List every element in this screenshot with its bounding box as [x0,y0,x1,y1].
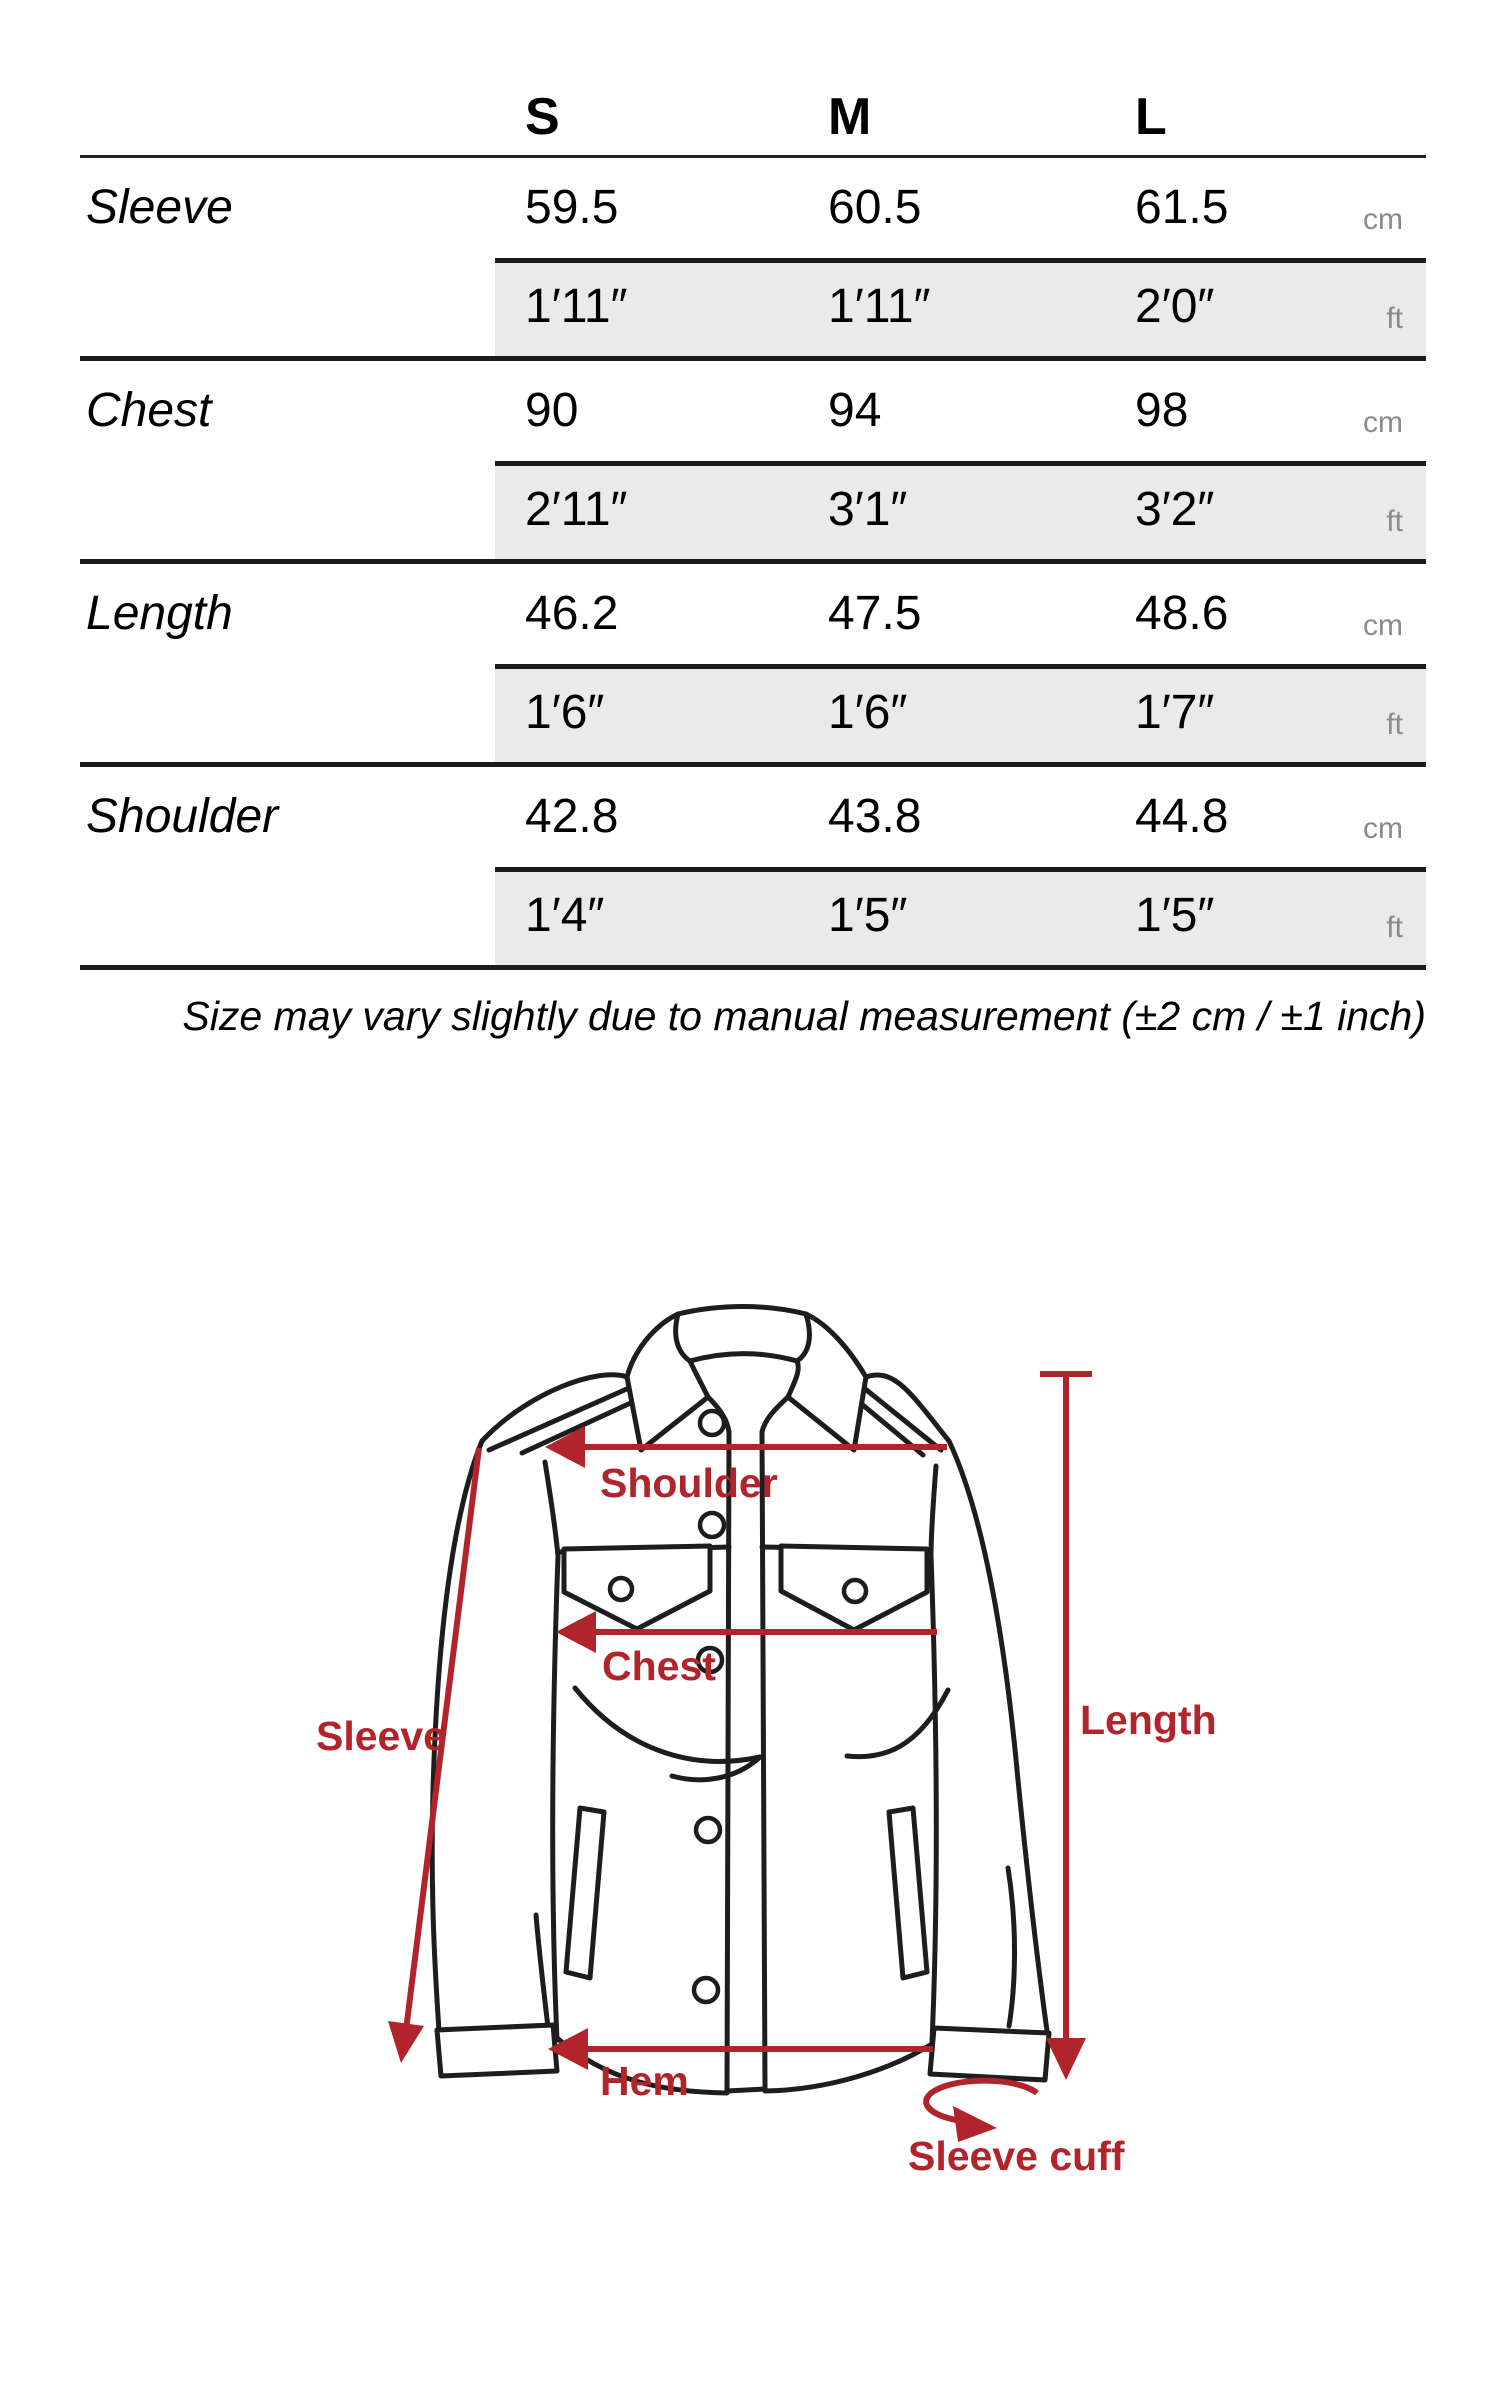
cell-value: 43.8 [828,790,922,843]
table-row [80,564,1426,664]
length-measure-label: Length [1080,1697,1217,1743]
cell-value: 3′1″ [828,483,908,536]
cell-value: 1′5″ [828,889,908,942]
cell-value: 1′11″ [828,280,931,333]
measurement-disclaimer: Size may vary slightly due to manual measurement (±2 cm / ±1 inch) [182,993,1426,1039]
table-row [80,361,1426,461]
cell-value: 1′6″ [828,686,908,739]
cell-value: 1′11″ [525,280,628,333]
sleeve-measure-label: Sleeve [316,1713,446,1759]
cell-value: 94 [828,384,882,437]
shoulder-measure-label: Shoulder [600,1460,778,1506]
table-group-sleeve [80,158,1426,361]
cell-value: 61.5 [1135,181,1229,234]
cell-value: 98 [1135,384,1189,437]
row-label: Chest [86,384,212,437]
cell-value: 2′0″ [1135,280,1215,333]
cell-value: 1′6″ [525,686,605,739]
placket-button [700,1411,724,1435]
row-shading [495,461,1426,559]
unit-label-cm: cm [1363,203,1403,236]
row-shading [495,867,1426,965]
unit-label-ft: ft [1386,302,1403,335]
size-column-s: S [525,88,560,146]
table-group-length [80,564,1426,767]
row-label: Shoulder [86,790,279,843]
unit-label-cm: cm [1363,812,1403,845]
row-label: Length [86,587,233,640]
size-table [80,0,1426,1041]
cell-value: 90 [525,384,579,437]
table-row [80,258,1426,356]
chest-measure-label: Chest [602,1643,716,1689]
size-column-l: L [1135,88,1167,146]
cell-value: 1′5″ [1135,889,1215,942]
cell-value: 44.8 [1135,790,1229,843]
size-column-m: M [828,88,872,146]
table-row [80,767,1426,867]
cell-value: 1′4″ [525,889,605,942]
table-row [80,664,1426,762]
row-shading [495,258,1426,356]
unit-label-ft: ft [1386,911,1403,944]
unit-label-cm: cm [1363,406,1403,439]
pocket-button [844,1580,866,1602]
jacket-outline-drawing [432,1307,1049,2094]
placket-button [696,1818,720,1842]
cell-value: 60.5 [828,181,922,234]
table-row [80,867,1426,965]
row-label: Sleeve [86,181,233,234]
hem-measure-label: Hem [600,2058,689,2104]
unit-label-ft: ft [1386,708,1403,741]
table-group-shoulder [80,767,1426,970]
sleeve-cuff-measure-label: Sleeve cuff [908,2133,1125,2179]
cell-value: 3′2″ [1135,483,1215,536]
table-group-chest [80,361,1426,564]
cell-value: 47.5 [828,587,922,640]
cell-value: 42.8 [525,790,619,843]
cell-value: 2′11″ [525,483,628,536]
placket-button [694,1978,718,2002]
unit-label-cm: cm [1363,609,1403,642]
cell-value: 1′7″ [1135,686,1215,739]
size-table-header [80,0,1426,158]
jacket-measurement-diagram [0,1250,1500,2400]
unit-label-ft: ft [1386,505,1403,538]
table-row [80,158,1426,258]
cell-value: 59.5 [525,181,619,234]
table-row [80,461,1426,559]
pocket-button [610,1578,632,1600]
cell-value: 48.6 [1135,587,1229,640]
cell-value: 46.2 [525,587,619,640]
placket-button [700,1513,724,1537]
row-shading [495,664,1426,762]
